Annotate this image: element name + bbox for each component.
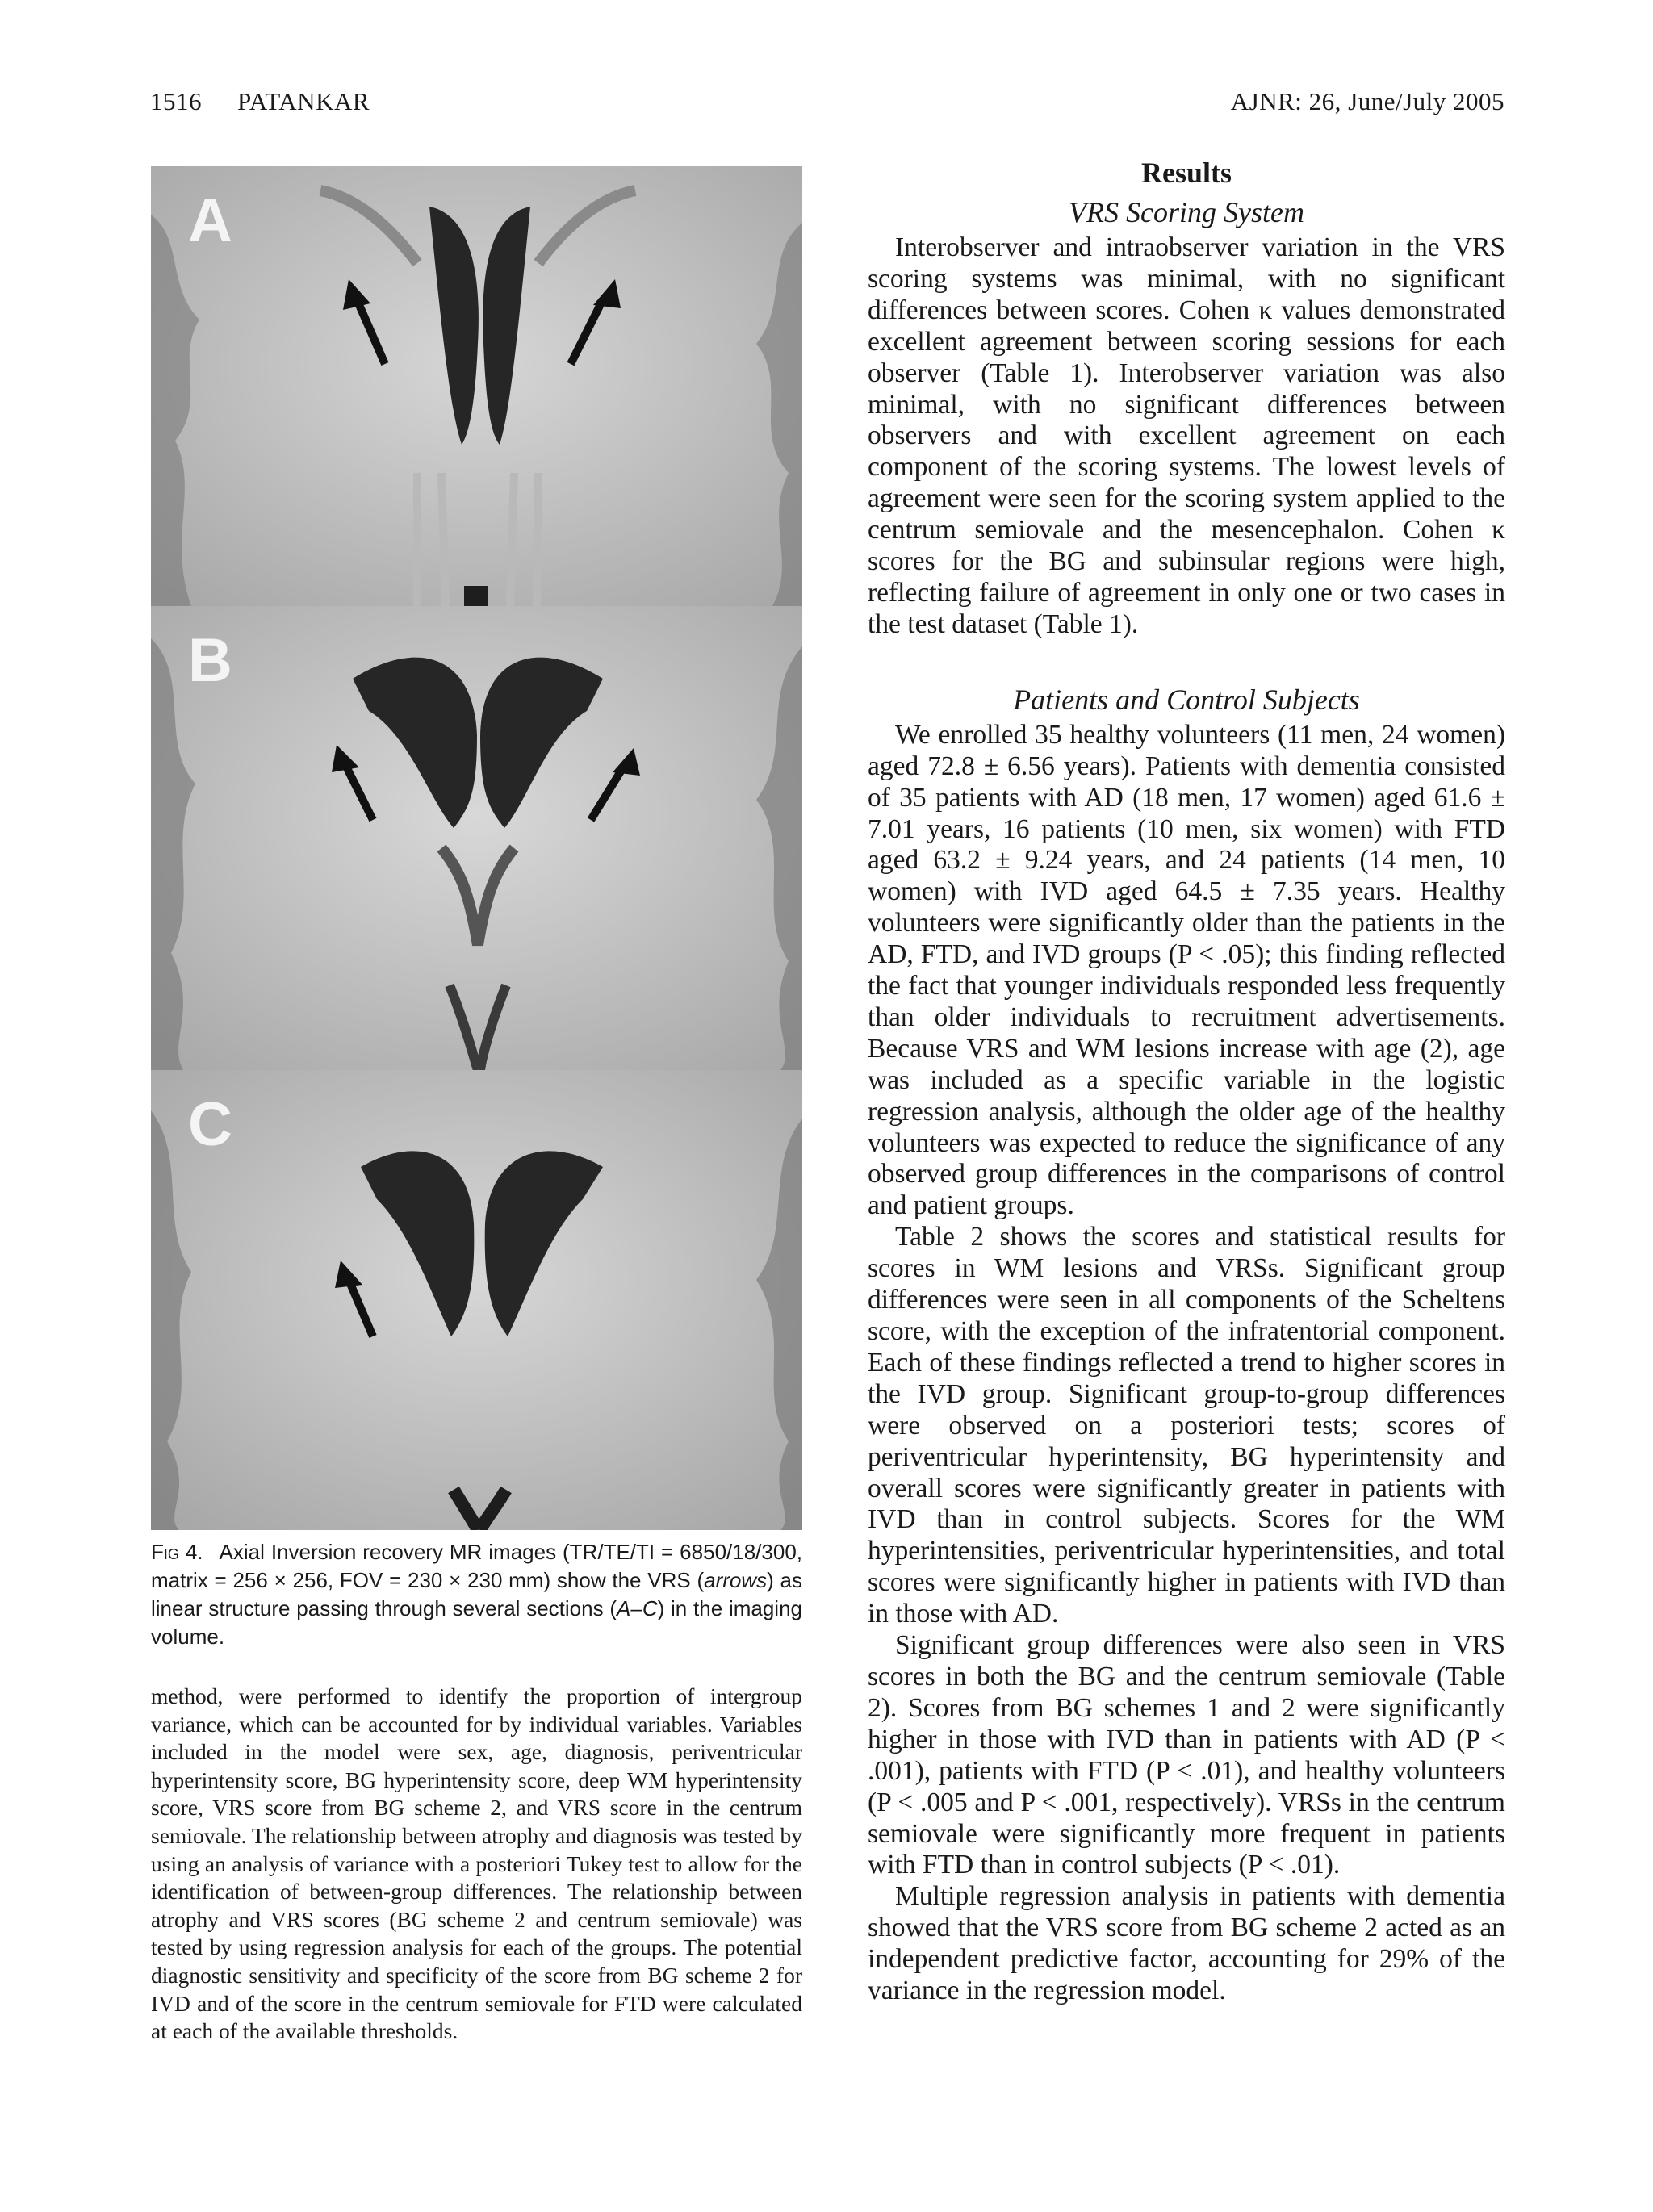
running-head-journal: AJNR: 26, June/July 2005 [1230, 87, 1504, 115]
caption-italic-arrows: arrows [704, 1568, 768, 1592]
mri-figure [151, 166, 802, 1530]
paragraph-patients-1: We enrolled 35 healthy volunteers (11 men, 24 women) aged 72.8 ± 6.56 years). Patients with dementia consisted of 35 patients with AD (18 men, 17 women) aged 61.6 ± 7.01 years, 16 patients (10 men, six women) with FTD aged 63.2 ± 9.24 years, and 24 patients (14 men, 10 women) with IVD aged 64.5 ± 7.35 years. Healthy volunteers were significantly older than the patients in the AD, FTD, and IVD groups (P < .05); this finding reflected the fact that younger individuals responded less frequently than older individuals to recruitment advertisements. Because VRS and WM lesions increase with age (2), age was included as a specific variable in the logistic regression analysis, although the older age of the healthy volunteers was expected to reduce the significance of any observed group differences in the comparisons of control and patient groups. [868, 719, 1505, 1221]
mri-panel-c [151, 1070, 802, 1530]
panel-label-c: C [188, 1090, 232, 1159]
results-section [868, 153, 1505, 2007]
mri-image-c [151, 1070, 802, 1530]
running-author: PATANKAR [237, 87, 370, 115]
caption-text-3: ) in the imaging volume. [151, 1596, 802, 1649]
figure-label: Fig 4. [151, 1540, 203, 1564]
subheading-patients-controls: Patients and Control Subjects [1013, 683, 1360, 716]
caption-italic-panels: A–C [617, 1596, 658, 1620]
paragraph-patients-2: Table 2 shows the scores and statistical results for scores in WM lesions and VRSs. Significant group differences were seen in all components of the Scheltens score, with the exception of the infratentorial component. Each of these findings reflected a trend to higher scores in the IVD group. Significant group-to-group differences were observed on a posteriori tests; scores of periventricular hyperintensity, BG hyperintensity and overall scores were significantly greater in patients with IVD than in control subjects. Scores for the WM hyperintensities, periventricular hyperintensities, and total scores were significantly higher in patients with IVD than in those with AD. [868, 1222, 1505, 1629]
panel-label-a: A [188, 186, 232, 255]
subheading-vrs-scoring: VRS Scoring System [1069, 196, 1304, 228]
page-number: 1516 [150, 87, 202, 115]
panel-label-b: B [188, 626, 232, 695]
caption-text-2: ) as linear structure passing through several sections ( [151, 1568, 803, 1620]
figure-caption [151, 1538, 802, 1651]
paragraph-patients-3: Significant group differences were also seen in VRS scores in both the BG and the centrum semiovale (Table 2). Scores from BG schemes 1 and 2 were significantly higher in those with IVD than in patients with AD (P < .001), patients with FTD (P < .01), and healthy volunteers (P < .005 and P < .001, respectively). VRSs in the centrum semiovale were significantly more frequent in patients with FTD than in control subjects (P < .01). [868, 1630, 1505, 1880]
paragraph-patients-4: Multiple regression analysis in patients with dementia showed that the VRS score from BG scheme 2 acted as an independent predictive factor, accounting for 29% of the variance in the regression model. [868, 1881, 1505, 2006]
paragraph-vrs-scoring: Interobserver and intraobserver variation in the VRS scoring systems was minimal, with no significant differences between scores. Cohen κ values demonstrated excellent agreement between scoring sessions for each observer (Table 1). Interobserver variation was also minimal, with no significant differences between observers and with excellent agreement on each component of the scoring systems. The lowest levels of agreement were seen for the scoring system applied to the centrum semiovale and the mesencephalon. Cohen κ scores for the BG and subinsular regions were high, reflecting failure of agreement in only one or two cases in the test dataset (Table 1). [868, 232, 1505, 639]
results-heading: Results [1140, 157, 1232, 189]
methods-continuation-paragraph: method, were performed to identify the proportion of intergroup variance, which can be accounted for by individual variables. Variables included in the model were sex, age, diagnosis, periventricular hyperintensity score, BG hyperintensity score, deep WM hyperintensity score, VRS score from BG scheme 2, and VRS score in the centrum semiovale. The relationship between atrophy and diagnosis was tested by using an analysis of variance with a posteriori Tukey test to allow for the identification of between-group differences. The relationship between atrophy and VRS scores (BG scheme 2 and centrum semiovale) was tested by using regression analysis for each of the groups. The potential diagnostic sensitivity and specificity of the score from BG scheme 2 for IVD and of the score in the centrum semiovale for FTD were calculated at each of the available thresholds. [151, 1683, 802, 2044]
caption-text-1: Axial Inversion recovery MR images (TR/TE/TI = 6850/18/300, matrix = 256 × 256, FOV = 230 × 230 mm) show the VRS ( [151, 1540, 802, 1592]
mri-image-a [151, 166, 802, 606]
mri-panel-a [151, 166, 802, 606]
mri-panel-b [151, 606, 802, 1070]
running-head-left [150, 87, 370, 116]
mri-image-b [151, 606, 802, 1070]
